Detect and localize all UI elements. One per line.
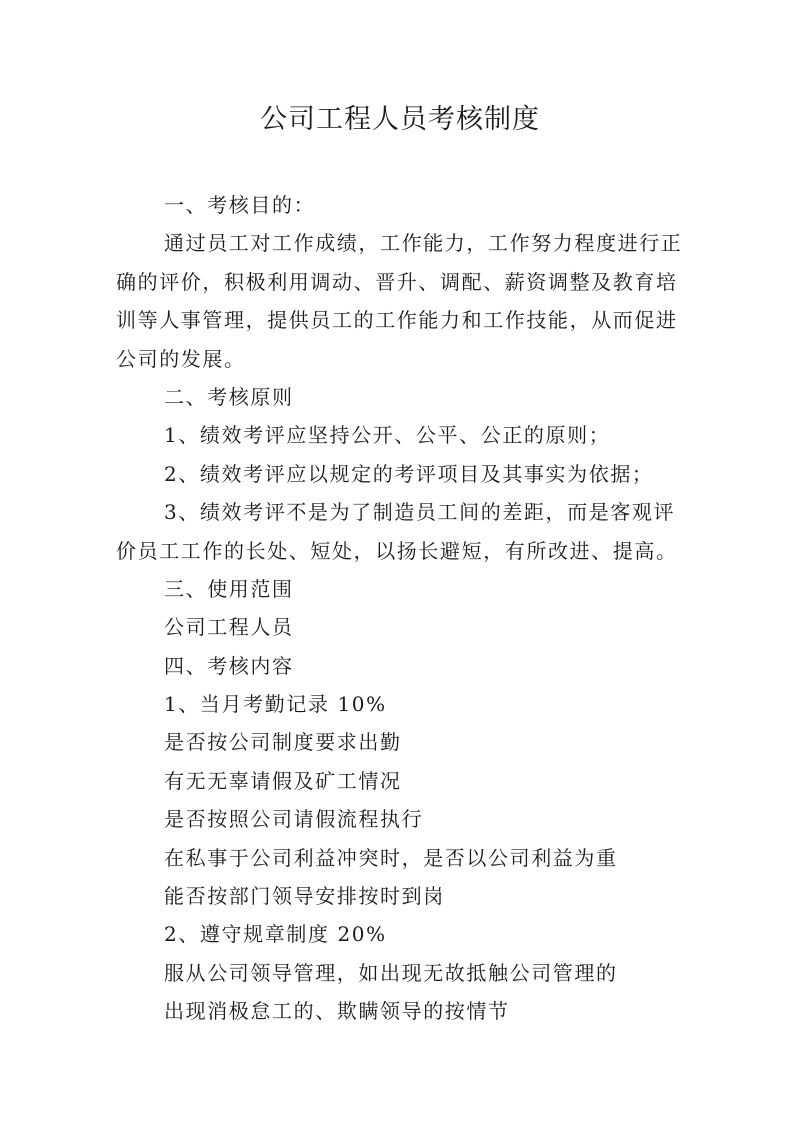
text-line: 训等人事管理，提供员工的工作能力和工作技能，从而促进 [116, 308, 678, 333]
document-body [116, 186, 696, 1031]
text-line: 有无无辜请假及矿工情况 [164, 768, 402, 793]
text-line: 确的评价，积极利用调动、晋升、调配、薪资调整及教育培 [116, 269, 678, 294]
text-line: 1、绩效考评应坚持公开、公平、公正的原则； [164, 423, 611, 448]
text-line: 3、绩效考评不是为了制造员工间的差距，而是客观评 [164, 500, 676, 525]
text-line: 在私事于公司利益冲突时，是否以公司利益为重 [164, 845, 618, 870]
text-line: 能否按部门领导安排按时到岗 [164, 884, 445, 909]
text-line: 是否按照公司请假流程执行 [164, 807, 424, 832]
text-line: 二、考核原则 [164, 384, 294, 409]
text-line: 出现消极怠工的、欺瞒领导的按情节 [164, 999, 510, 1024]
document-title: 公司工程人员考核制度 [260, 104, 540, 135]
text-line: 2、遵守规章制度 20% [164, 922, 387, 947]
text-line: 通过员工对工作成绩，工作能力，工作努力程度进行正 [164, 231, 683, 256]
text-line: 1、当月考勤记录 10% [164, 692, 387, 717]
text-line: 公司工程人员 [164, 615, 294, 640]
text-line: 三、使用范围 [164, 576, 294, 601]
text-line: 四、考核内容 [164, 653, 294, 678]
text-line: 价员工工作的长处、短处，以扬长避短，有所改进、提高。 [116, 538, 678, 563]
text-line: 服从公司领导管理，如出现无故抵触公司管理的 [164, 960, 618, 985]
text-line: 公司的发展。 [116, 346, 246, 371]
text-line: 是否按公司制度要求出勤 [164, 730, 402, 755]
text-line: 2、绩效考评应以规定的考评项目及其事实为依据； [164, 461, 654, 486]
text-line: 一、考核目的： [164, 193, 316, 217]
